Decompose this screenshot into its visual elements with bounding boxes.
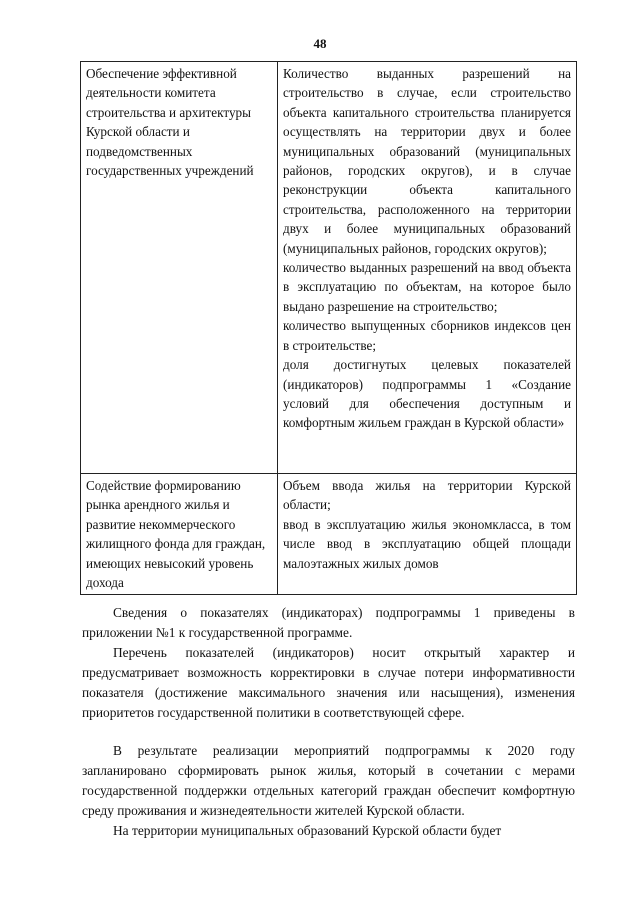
indicator-item: доля достигнутых целевых показателей (индикаторов) подпрограммы 1 «Создание условий для обеспечения доступным и комфортным жильем граждан в Курской области» — [283, 357, 571, 431]
paragraph-text: На территории муниципальных образований Курской области будет — [113, 823, 502, 838]
indicator-item: ввод в эксплуатацию жилья экономкласса, в том числе ввод в эксплуатацию общей площади малоэтажных жилых домов — [283, 516, 571, 571]
paragraph-text: Перечень показателей (индикаторов) носит открытый характер и предусматривает возможность корректировки в случае потери информативности показателя (достижение максимального значения или насыщения), изменения приоритетов государственной политики в соответствующей сфере. — [82, 645, 575, 720]
page-number: 48 — [313, 36, 327, 51]
indicator-item: Количество выданных разрешений на строительство в случае, если строительство объекта капитального строительства планируется осуществлять на территории двух и более муниципальных образований (муниципальных районов, городских округов), и в случае реконструкции объекта капитального строительства, расположенного на территории двух и более муниципальных образований (муниципальных районов, городских округов); — [283, 66, 571, 256]
paragraph-text: В результате реализации мероприятий подпрограммы к 2020 году запланировано сформировать рынок жилья, который в сочетании с мерами государственной поддержки отдельных категорий граждан обеспечит комфортную среду проживания и жизнедеятельности жителей Курской области. — [82, 743, 575, 818]
paragraph-text: Сведения о показателях (индикаторах) подпрограммы 1 приведены в приложении №1 к государственной программе. — [82, 605, 575, 640]
paragraph — [82, 603, 575, 643]
indicators-table — [80, 61, 577, 595]
indicator-item: количество выданных разрешений на ввод объекта в эксплуатацию по объектам, на которое было выдано разрешение на строительство; — [283, 260, 571, 314]
indicator-item: Объем ввода жилья на территории Курской области; — [283, 478, 571, 513]
indicator-item: количество выпущенных сборников индексов цен в строительстве; — [283, 318, 571, 353]
table-cell-task: Содействие формированию рынка арендного жилья и развитие некоммерческого жилищного фонда для граждан, имеющих невысокий уровень дохода — [81, 474, 278, 595]
paragraph — [82, 643, 575, 723]
table-cell-indicators — [278, 62, 577, 474]
paragraph — [82, 741, 575, 821]
table-row — [81, 62, 577, 474]
table-cell-task: Обеспечение эффективной деятельности комитета строительства и архитектуры Курской области и подведомственных государственных учреждений — [81, 62, 278, 474]
table-row — [81, 474, 577, 595]
paragraph — [82, 821, 575, 841]
table-cell-indicators — [278, 474, 577, 595]
